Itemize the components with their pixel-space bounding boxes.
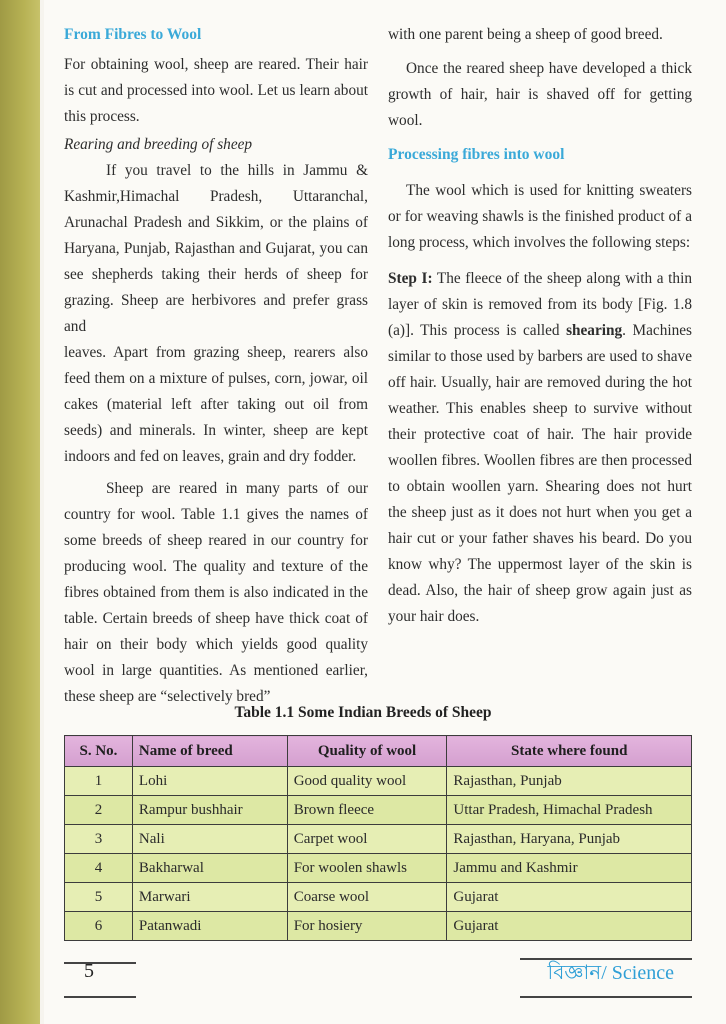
continued-text: with one parent being a sheep of good breed. (388, 26, 663, 43)
step-one-paragraph (388, 266, 692, 630)
cell-sno: 2 (65, 796, 133, 825)
header-sno: S. No. (65, 736, 133, 767)
cell-quality: For woolen shawls (287, 854, 447, 883)
cell-breed: Nali (132, 825, 287, 854)
cell-state: Gujarat (447, 883, 692, 912)
page-number: 5 (84, 960, 94, 982)
header-breed: Name of breed (132, 736, 287, 767)
table-row (65, 912, 692, 941)
intro-paragraph: For obtaining wool, sheep are reared. Their hair is cut and processed into wool. Let us learn about this process. (64, 56, 368, 125)
cell-sno: 1 (65, 767, 133, 796)
table-row (65, 767, 692, 796)
cell-sno: 4 (65, 854, 133, 883)
sheep-breeds-table (64, 735, 692, 941)
cell-sno: 3 (65, 825, 133, 854)
table-row (65, 854, 692, 883)
cell-quality: Coarse wool (287, 883, 447, 912)
breeds-paragraph: Sheep are reared in many parts of our country for wool. Table 1.1 gives the names of some breeds of sheep reared in our country for producing wool. The quality and texture of the fibres obtained from them is also indicated in the table. Certain breeds of sheep have thick coat of hair on their body which yields good quality wool in large quantities. As mentioned earlier, these sheep are “selectively bred” (64, 480, 368, 705)
cell-breed: Bakharwal (132, 854, 287, 883)
cell-breed: Marwari (132, 883, 287, 912)
footer-rule-right-bottom (520, 996, 692, 998)
rearing-paragraph-cont: leaves. Apart from grazing sheep, rearers also feed them on a mixture of pulses, corn, jowar, oil cakes (material left after taking out oil from seeds) and minerals. In winter, sheep are kept indoors and fed on leaves, grain and dry fodder. (64, 344, 368, 465)
cell-state: Rajasthan, Haryana, Punjab (447, 825, 692, 854)
cell-quality: Good quality wool (287, 767, 447, 796)
header-state: State where found (447, 736, 692, 767)
cell-sno: 6 (65, 912, 133, 941)
cell-breed: Rampur bushhair (132, 796, 287, 825)
cell-state: Gujarat (447, 912, 692, 941)
left-column (64, 22, 368, 710)
step-label: Step I: (388, 270, 433, 287)
cell-state: Jammu and Kashmir (447, 854, 692, 883)
section-heading-processing: Processing fibres into wool (388, 146, 565, 163)
footer-rule-left-bottom (64, 996, 136, 998)
cell-state: Uttar Pradesh, Himachal Pradesh (447, 796, 692, 825)
rearing-paragraph: If you travel to the hills in Jammu & Kashmir,Himachal Pradesh, Uttaranchal, Arunachal Pradesh and Sikkim, or the plains of Haryana, Punjab, Rajasthan and Gujarat, you can see shepherds taking their herds of sheep for grazing. Sheep are herbivores and prefer grass and (64, 162, 368, 335)
book-spine (0, 0, 40, 1024)
shearing-term: shearing (566, 322, 623, 339)
table-header-row (65, 736, 692, 767)
table-row (65, 796, 692, 825)
right-column (388, 22, 692, 630)
header-quality: Quality of wool (287, 736, 447, 767)
shaving-paragraph: Once the reared sheep have developed a thick growth of hair, hair is shaved off for getting wool. (388, 60, 692, 129)
cell-breed: Patanwadi (132, 912, 287, 941)
table-row (65, 883, 692, 912)
cell-quality: Brown fleece (287, 796, 447, 825)
section-heading-fibres-to-wool: From Fibres to Wool (64, 26, 202, 43)
cell-breed: Lohi (132, 767, 287, 796)
table-title: Table 1.1 Some Indian Breeds of Sheep (234, 704, 492, 721)
step-text-a: The fleece of the sheep along with a thin layer of skin is removed from its body [Fig. 1.8 (a)]. This process is called (388, 270, 692, 339)
cell-sno: 5 (65, 883, 133, 912)
subject-label: বিজ্ঞান/ Science (547, 962, 674, 984)
step-text-b: . Machines similar to those used by barbers are used to shave off hair. Usually, hair are removed during the hot weather. This enables sheep to survive without their protective coat of hair. The hair provide woollen fibres. Woollen fibres are then processed to obtain woollen yarn. Shearing does not hurt the sheep just as it does not hurt when you get a hair cut or your father shaves his beard. Do you know why? The uppermost layer of the skin is dead. Also, the hair of sheep grow again just as your hair does. (388, 322, 692, 625)
footer-rule-left-top (64, 962, 136, 964)
subheading-rearing: Rearing and breeding of sheep (64, 136, 253, 153)
cell-quality: Carpet wool (287, 825, 447, 854)
cell-state: Rajasthan, Punjab (447, 767, 692, 796)
cell-quality: For hosiery (287, 912, 447, 941)
processing-paragraph: The wool which is used for knitting sweaters or for weaving shawls is the finished product of a long process, which involves the following steps: (388, 182, 692, 251)
table-row (65, 825, 692, 854)
